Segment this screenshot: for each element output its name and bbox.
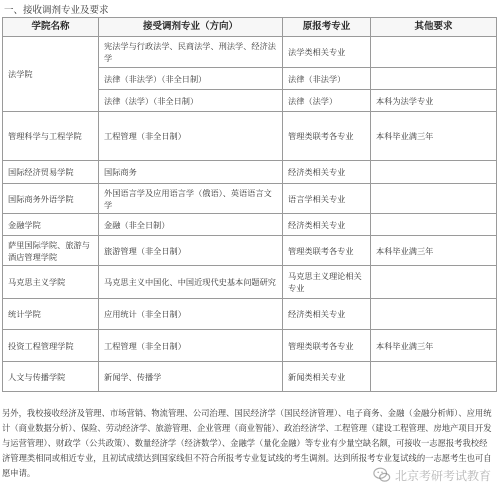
cell-original-major: 马克思主义理论相关专业: [283, 266, 371, 299]
cell-original-major: 语言学相关专业: [283, 184, 371, 214]
cell-major: 新闻学、传播学: [99, 362, 283, 392]
cell-requirement: [371, 299, 497, 330]
cell-requirement: [371, 161, 497, 184]
table-row: [3, 37, 497, 68]
cell-original-major: 经济类相关专业: [283, 214, 371, 236]
adjustment-table: [2, 17, 497, 392]
cell-requirement: 本科毕业满三年: [371, 330, 497, 362]
table-row: [3, 299, 497, 330]
cell-original-major: 管理类联考各专业: [283, 112, 371, 161]
table-row: [3, 112, 497, 161]
table-row: [3, 161, 497, 184]
cell-major: 法律（法学）（非全日制）: [99, 90, 283, 112]
cell-major: 应用统计（非全日制）: [99, 299, 283, 330]
table-row: [3, 362, 497, 392]
cell-college: 管理科学与工程学院: [3, 112, 99, 161]
table-row: [3, 330, 497, 362]
cell-college: 国际商务外语学院: [3, 184, 99, 214]
cell-requirement: 本科为法学专业: [371, 90, 497, 112]
table-row: [3, 266, 497, 299]
cell-major: 金融（非全日制）: [99, 214, 283, 236]
table-header-row: [3, 18, 497, 37]
cell-major: 宪法学与行政法学、民商法学、刑法学、经济法学: [99, 37, 283, 68]
table-row: [3, 214, 497, 236]
cell-original-major: 经济类相关专业: [283, 299, 371, 330]
watermark-text: 北京考研考试教育: [394, 468, 491, 483]
cell-requirement: [371, 214, 497, 236]
additional-note: 另外，我校接收经济及管理、市场营销、物流管理、公司治理、国民经济学（国民经济管理）、电子商务、金融（金融分析师）、应用统计（商业数据分析）、保险、劳动经济学、旅游管理、企业管理（商业智能）、政治经济学、工程管理（建设工程管理、房地产项目开发与运营管理）、财政学（公共政策）、数量经济学（经济数学）、金融学（量化金融）等专业有少量空缺名额，可接收一志愿报考我校经济管理类相同或相近专业，且初试成绩达到国家线但不符合所报考专业复试线的考生调剂。达到所报考专业复试线的一志愿考生也可自愿申请。: [2, 408, 492, 478]
cell-major: 法律（非法学）（非全日制）: [99, 68, 283, 90]
cell-major: 外国语言学及应用语言学（俄语）、英语语言文学: [99, 184, 283, 214]
cell-major: 旅游管理（非全日制）: [99, 236, 283, 266]
cell-requirement: [371, 37, 497, 68]
cell-original-major: 管理类联考各专业: [283, 330, 371, 362]
cell-requirement: [371, 68, 497, 90]
header-college: 学院名称: [3, 18, 99, 37]
cell-requirement: [371, 362, 497, 392]
cell-original-major: 法律（法学）: [283, 90, 371, 112]
cell-original-major: 法律（非法学）: [283, 68, 371, 90]
cell-college: 统计学院: [3, 299, 99, 330]
cell-original-major: 经济类相关专业: [283, 161, 371, 184]
cell-college: 国际经济贸易学院: [3, 161, 99, 184]
table-row: [3, 184, 497, 214]
cell-college: 法学院: [3, 37, 99, 112]
wechat-logo-icon: [373, 466, 391, 484]
cell-requirement: [371, 266, 497, 299]
cell-major: 马克思主义中国化、中国近现代史基本问题研究: [99, 266, 283, 299]
header-major: 接受调剂专业（方向）: [99, 18, 283, 37]
cell-college: 金融学院: [3, 214, 99, 236]
cell-major: 工程管理（非全日制）: [99, 112, 283, 161]
cell-college: 人文与传播学院: [3, 362, 99, 392]
cell-requirement: 本科毕业满三年: [371, 112, 497, 161]
cell-college: 投资工程管理学院: [3, 330, 99, 362]
cell-college: 马克思主义学院: [3, 266, 99, 299]
cell-original-major: 法学类相关专业: [283, 37, 371, 68]
watermark: [373, 466, 491, 484]
header-other-requirements: 其他要求: [371, 18, 497, 37]
table-row: [3, 236, 497, 266]
cell-requirement: 本科毕业满三年: [371, 236, 497, 266]
cell-requirement: [371, 184, 497, 214]
header-original-major: 原报考专业: [283, 18, 371, 37]
cell-major: 国际商务: [99, 161, 283, 184]
cell-major: 工程管理（非全日制）: [99, 330, 283, 362]
cell-original-major: 新闻类相关专业: [283, 362, 371, 392]
cell-original-major: 管理类联考各专业: [283, 236, 371, 266]
cell-college: 萨里国际学院、旅游与酒店管理学院: [3, 236, 99, 266]
section-heading: 一、接收调剂专业及要求: [4, 5, 109, 16]
